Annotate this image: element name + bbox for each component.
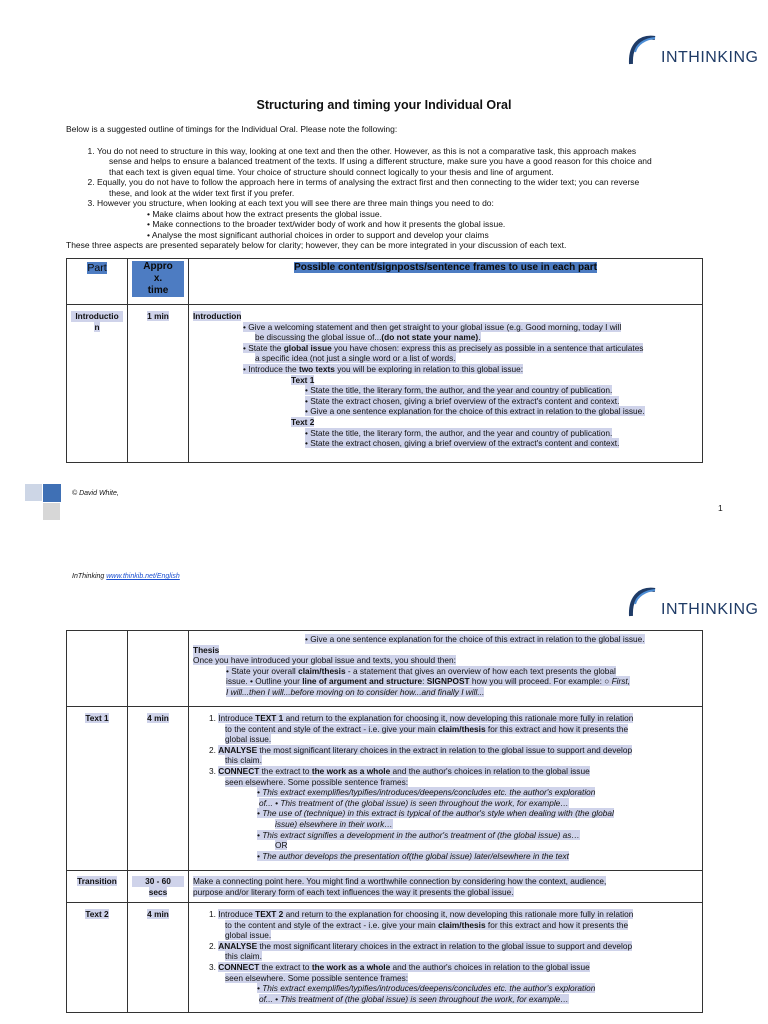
time-cell [128, 631, 189, 707]
intro-heading: Introduction [193, 311, 242, 321]
page-number: 1 [718, 503, 723, 513]
sub-point: • Make claims about how the extract presents the global issue. [147, 208, 382, 219]
intro-section [66, 124, 706, 251]
logo-text: INTHINKING [661, 49, 759, 66]
note-line: these, and look at the wider text first if you prefer. [109, 187, 295, 198]
part-cell: Text 2 [67, 903, 128, 1013]
clarity-note: These three aspects are presented separately below for clarity; however, they can be more integrated in your discussion of each text. [66, 240, 567, 250]
time-cell: 30 - 60 secs [128, 871, 189, 903]
note-line: 2. Equally, you do not have to follow the approach here in terms of analysing the extract first and then connecting to the wider text; you can reverse [97, 177, 640, 187]
time-cell: 4 min [128, 707, 189, 871]
table-row [67, 707, 703, 871]
note-line: 3. However you structure, when looking at each text you will see there are three main things you need to do: [97, 198, 494, 208]
table-row [67, 871, 703, 903]
content-cell: • Give a one sentence explanation for the choice of this extract in relation to the global issue. Thesis Once you have introduced your global issue and texts, you should then: • State your overall claim/thesis - a statement that gives an overview of how each text presents the global issue. • Outline your line of argument and structure: SIGNPOST how you will proceed. For example: ○ First, I will...then I will...before moving on to consider how...and finally I will... [189, 631, 703, 707]
inthinking-logo [627, 586, 758, 618]
inthinking-logo [627, 34, 758, 66]
note-line: that each text is given equal time. Your choice of structure should connect logically to your thesis and line of argument. [109, 166, 554, 177]
note-line: 1. You do not need to structure in this way, looking at one text and then the other. However, as this is not a comparative task, this approach makes [97, 145, 637, 156]
sub-point: • Analyse the most significant authorial choices in order to support and develop your claims [147, 229, 489, 240]
list-item [97, 177, 706, 198]
table-header-row [67, 259, 703, 305]
content-cell: Introduction • Give a welcoming statement and then get straight to your global issue (e.g. Good morning, today I will be discussing the global issue of...(do not state your name). • State the global issue you have chosen: express this as precisely as possible in a sentence that articulates a specific idea (not just a single word or a list of words. • Introduce the two texts you will be exploring in relation to this global issue: Text 1 • State the title, the literary form, the author, and the year and country of publication. • State the extract chosen, giving a brief overview of the extract's content and context. • Give a one sentence explanation for the choice of this extract in relation to the global issue. Text 2 • State the title, the literary form, the author, and the year and country of publication. • State the extract chosen, giving a brief overview of the extract's content and context. [189, 305, 703, 463]
inthinking-link[interactable]: www.thinkib.net/English [106, 573, 180, 580]
table-row [67, 903, 703, 1013]
content-cell: 1. Introduce TEXT 1 and return to the explanation for choosing it, now developing this rationale more fully in relation to the content and style of the extract - i.e. give your main claim/thesis for this extract and how it presents the global issue. 2. ANALYSE the most significant literary choices in the extract in relation to the global issue to support and develop this claim. 3. CONNECT the extract to the work as a whole and the author's choices in relation to the global issue seen elsewhere. Some possible sentence frames: • This extract exemplifies/typifies/introduces/deepens/concludes etc. the author's exploration of... • This treatment of (the global issue) is seen throughout the work, for example… • The use of (technique) in this extract is typical of the author's style when dealing with (the global issue) elsewhere in their work… • This extract signifies a development in the author's treatment of (the global issue) as… OR • The author develops the presentation of(the global issue) later/elsewhere in the text [189, 707, 703, 871]
note-line: sense and helps to ensure a balanced treatment of the texts. If using a different structure, make sure you have a good reason for this choice and [109, 156, 652, 166]
timing-table-continued [66, 630, 703, 1013]
part-cell: Text 1 [67, 707, 128, 871]
timing-table [66, 258, 703, 463]
sub-point: • Make connections to the broader text/wider body of work and how it presents the global issue. [147, 219, 506, 229]
time-cell: 4 min [128, 903, 189, 1013]
content-cell: 1. Introduce TEXT 2 and return to the explanation for choosing it, now developing this rationale more fully in relation to the content and style of the extract - i.e. give your main claim/thesis for this extract and how it presents the global issue. 2. ANALYSE the most significant literary choices in the extract in relation to the global issue to support and develop this claim. 3. CONNECT the extract to the work as a whole and the author's choices in relation to the global issue seen elsewhere. Some possible sentence frames: • This extract exemplifies/typifies/introduces/deepens/concludes etc. the author's exploration of... • This treatment of (the global issue) is seen throughout the work, for example… [189, 903, 703, 1013]
notes-list [66, 146, 706, 251]
list-item [97, 146, 706, 178]
logo-swoosh-icon [627, 586, 657, 618]
header-content: Possible content/signposts/sentence frames to use in each part [189, 259, 703, 305]
list-item [66, 198, 706, 251]
logo-text: INTHINKING [661, 601, 759, 618]
footer-decoration [25, 484, 63, 522]
copyright: © David White, [72, 490, 119, 497]
table-row [67, 631, 703, 707]
part-cell: Introductio n [67, 305, 128, 463]
intro-text: Below is a suggested outline of timings for the Individual Oral. Please note the following: [66, 124, 398, 134]
content-cell: Make a connecting point here. You might find a worthwhile connection by considering how the context, audience, purpose and/or literary form of each text influences the way it presents the global issue. [189, 871, 703, 903]
header-time: Appro x. time [128, 259, 189, 305]
time-cell: 1 min [128, 305, 189, 463]
inthinking-footer: InThinking www.thinkib.net/English [72, 573, 180, 580]
part-cell [67, 631, 128, 707]
page-title: Structuring and timing your Individual Oral [256, 98, 512, 112]
table-row [67, 305, 703, 463]
logo-swoosh-icon [627, 34, 657, 66]
part-cell: Transition [67, 871, 128, 903]
header-part: Part [67, 259, 128, 305]
thesis-heading: Thesis [193, 644, 220, 655]
